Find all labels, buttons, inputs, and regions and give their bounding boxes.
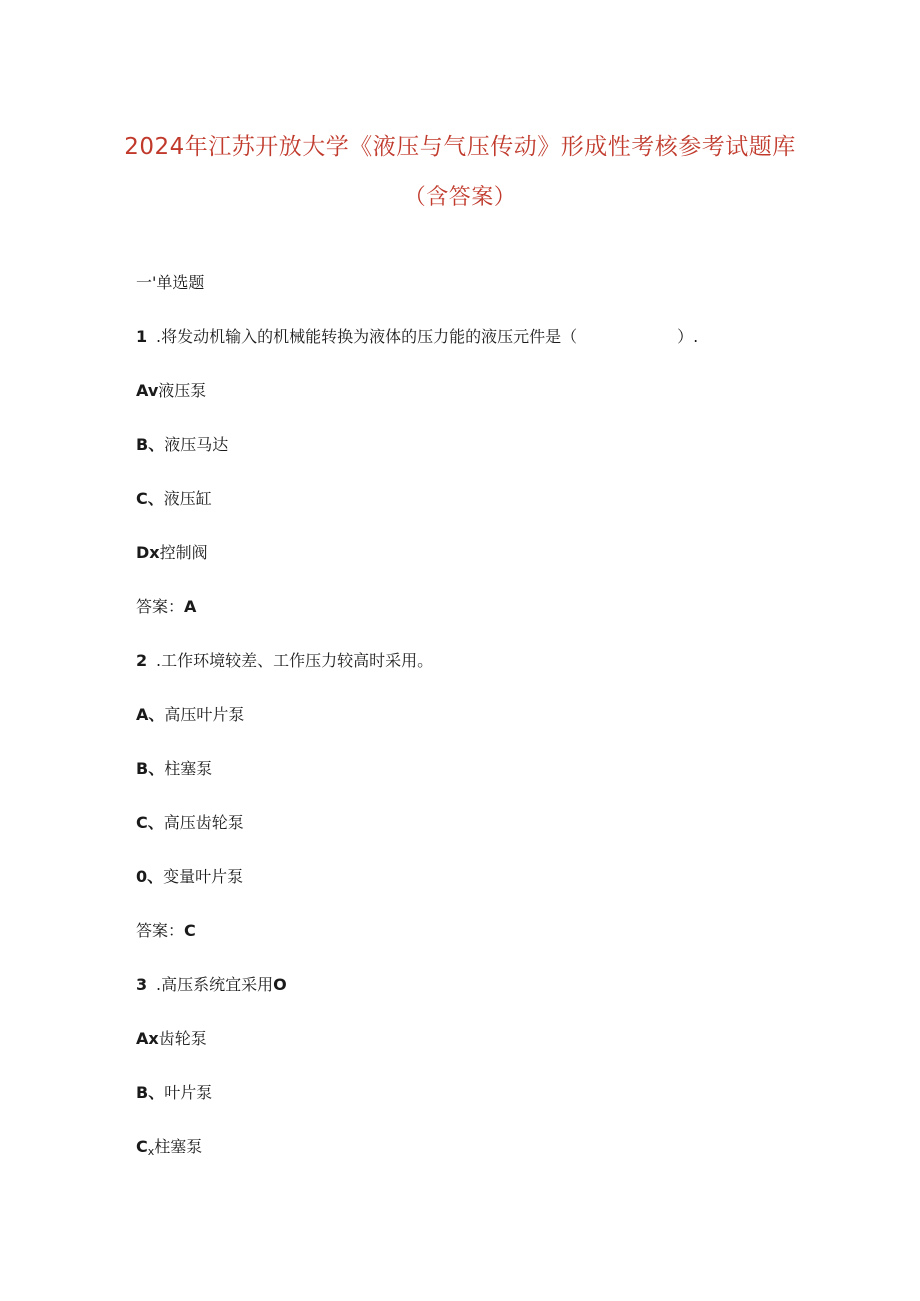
option-label: B、 [136, 435, 165, 454]
option-a [136, 1028, 207, 1050]
question-text-end: ）. [677, 327, 699, 346]
option-text: 变量叶片泵 [163, 867, 244, 886]
option-label: C [136, 1137, 148, 1156]
option-b [136, 758, 212, 780]
option-label: 0、 [136, 867, 164, 886]
option-b [136, 434, 228, 456]
question-number: 3 [136, 975, 148, 994]
question-number: 2 [136, 651, 148, 670]
answer-line [136, 596, 196, 618]
question-text: .高压系统宜采用 [156, 975, 274, 994]
document-title: 2024年江苏开放大学《液压与气压传动》形成性考核参考试题库 [124, 134, 796, 160]
option-label: C、 [136, 813, 164, 832]
option-text: 液压泵 [158, 381, 207, 400]
option-text: 液压马达 [164, 435, 229, 454]
option-d [136, 866, 243, 888]
question-number: 1 [136, 327, 148, 346]
answer-label: 答案： [136, 921, 185, 940]
question-1-stem [136, 326, 698, 348]
option-c [136, 1136, 202, 1163]
option-label: A、 [136, 705, 165, 724]
option-text: 高压齿轮泵 [163, 813, 244, 832]
answer-label: 答案： [136, 597, 185, 616]
answer-value: A [184, 597, 197, 616]
option-label: Dx [136, 543, 160, 562]
option-a [136, 380, 206, 402]
option-text: 柱塞泵 [154, 1137, 203, 1156]
option-text: 控制阀 [159, 543, 208, 562]
option-label: Av [136, 381, 159, 400]
answer-line [136, 920, 196, 942]
option-text: 叶片泵 [164, 1083, 213, 1102]
option-label: B、 [136, 1083, 165, 1102]
option-label: Ax [136, 1029, 159, 1048]
option-text: 高压叶片泵 [164, 705, 245, 724]
option-label-sub: x [147, 1145, 155, 1158]
document-subtitle: （含答案） [403, 185, 517, 210]
question-text: .工作环境较差、工作压力较高时采用。 [156, 651, 434, 670]
question-2-stem [136, 650, 433, 672]
option-d [136, 542, 208, 564]
question-text: .将发动机输入的机械能转换为液体的压力能的液压元件是（ [156, 327, 578, 346]
option-c [136, 812, 244, 834]
section-heading: 一'单选题 [136, 273, 205, 292]
question-3-stem [136, 974, 287, 996]
option-b [136, 1082, 212, 1104]
option-text: 齿轮泵 [158, 1029, 207, 1048]
answer-value: C [184, 921, 196, 940]
option-label: B、 [136, 759, 165, 778]
option-text: 柱塞泵 [164, 759, 213, 778]
option-text: 液压缸 [163, 489, 212, 508]
question-text-tail: O [273, 975, 287, 994]
option-c [136, 488, 212, 510]
option-a [136, 704, 244, 726]
option-label: C、 [136, 489, 164, 508]
